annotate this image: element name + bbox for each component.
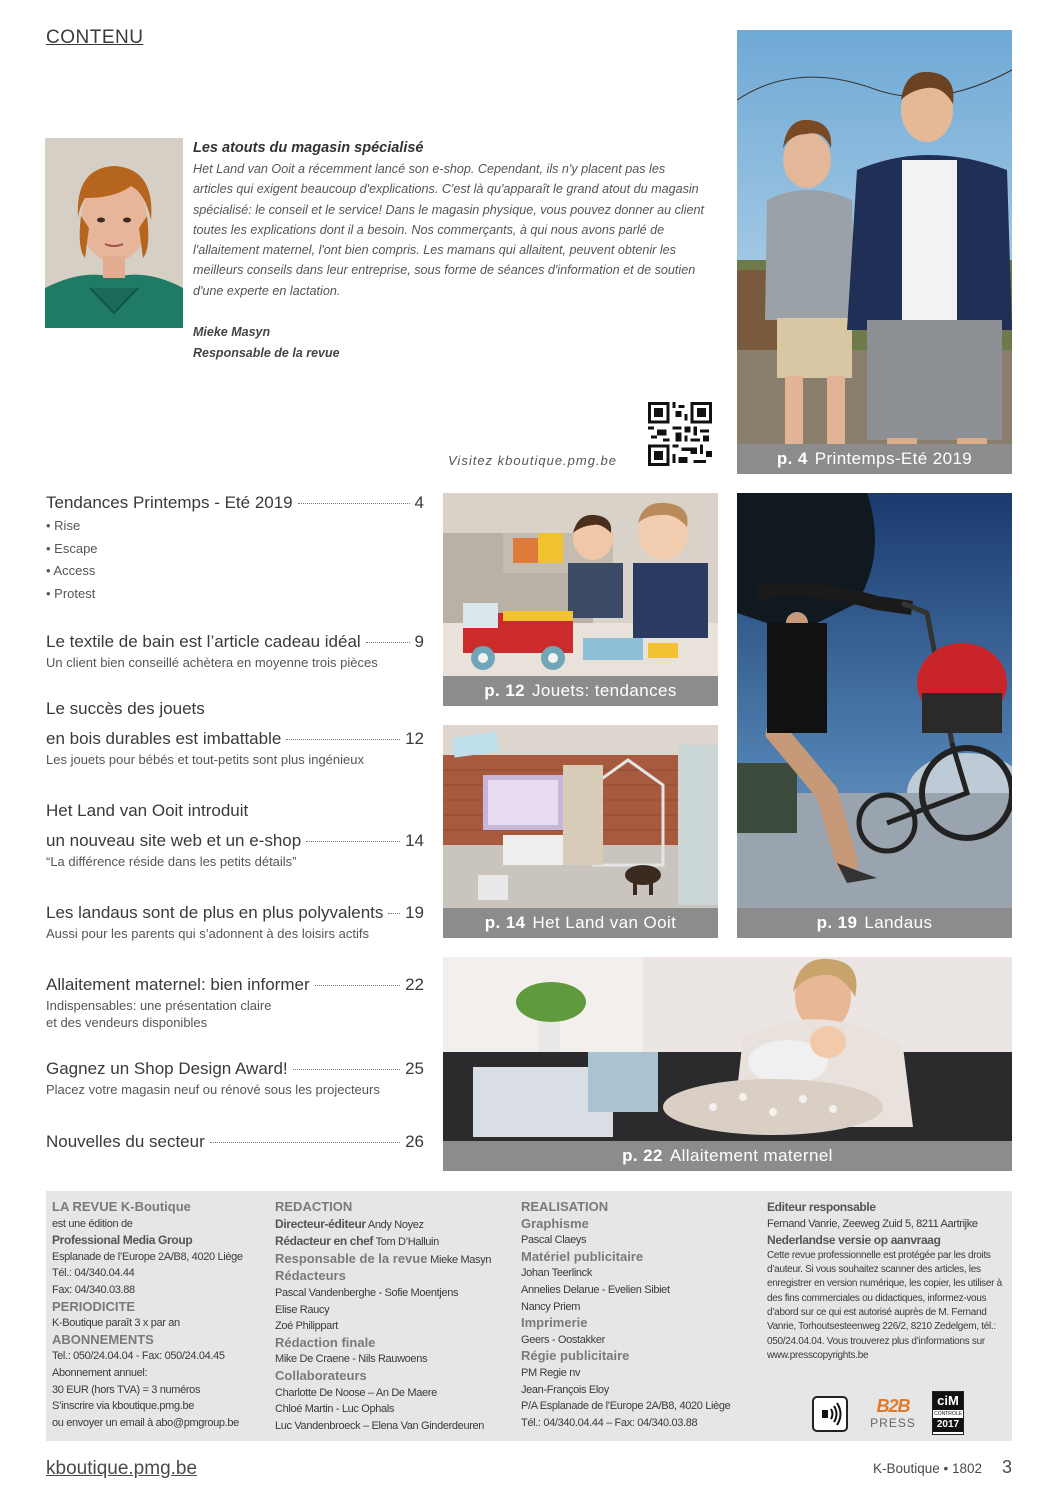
scan-icon [812, 1396, 848, 1432]
credits-line: S’inscrire via kboutique.pmg.be [52, 1400, 195, 1413]
toc-subtitle: Aussi pour les parents qui s’adonnent à des loisirs actifs [46, 926, 370, 941]
photo-land-van-ooit[interactable] [443, 725, 718, 938]
footer-issue: K-Boutique • 1802 [873, 1461, 983, 1476]
toc-entry-4[interactable] [46, 799, 424, 870]
credits-line: Esplanade de l’Europe 2A/B8, 4020 Liège [52, 1250, 243, 1263]
toc-subtitle: Placez votre magasin neuf ou rénové sous les projecteurs [46, 1082, 380, 1097]
toc-title: Les landaus sont de plus en plus polyvalents [46, 903, 384, 922]
credits-heading: REALISATION [521, 1199, 609, 1214]
photo-printemps-ete[interactable] [737, 30, 1012, 474]
credits-heading: LA REVUE K-Boutique [52, 1199, 191, 1214]
credits-line: 30 EUR (hors TVA) = 3 numéros [52, 1383, 201, 1396]
credits-line: P/A Esplanade de l’Europe 2A/B8, 4020 Liège [521, 1400, 731, 1413]
credits-heading: PERIODICITE [52, 1298, 136, 1314]
caption-page: p. 4 [776, 449, 808, 468]
credits-line: Pascal Vandenberghe - Sofie Moentjens [275, 1286, 459, 1299]
toc-page-number: 26 [405, 1132, 424, 1151]
credits-line: Elise Raucy [275, 1303, 330, 1316]
editorial-signature [193, 322, 340, 364]
toc-page-number: 22 [405, 975, 424, 994]
credits-line: K-Boutique paraît 3 x par an [52, 1317, 180, 1330]
photo-caption [443, 1141, 1012, 1171]
credits-key: Rédaction finale [275, 1334, 376, 1350]
logo-cim: ciM [933, 1392, 963, 1410]
footer-website-link[interactable]: kboutique.pmg.be [46, 1458, 198, 1479]
photo-landaus[interactable] [737, 493, 1012, 938]
credits-col-redaction [275, 1199, 510, 1434]
toc-entry-8[interactable] [46, 1130, 424, 1154]
credits-key: Imprimerie [521, 1315, 588, 1331]
credits-line: Professional Media Group [52, 1233, 193, 1248]
author-name: Mieke Masyn [193, 325, 271, 339]
logo-cim-year: 2017 [933, 1418, 963, 1432]
toc-bullet-list [46, 515, 424, 605]
toc-page-number: 14 [405, 831, 424, 850]
toc-page-number: 9 [414, 632, 424, 651]
credits-line: Tel.: 050/24.04.04 - Fax: 050/24.04.45 [52, 1350, 225, 1363]
toc-title: Nouvelles du secteur [46, 1132, 205, 1151]
credits-line: Zoé Philippart [275, 1320, 338, 1333]
credits-line: PM Regie nv [521, 1366, 581, 1379]
credits-line: Luc Vandenbroeck – Elena Van Ginderdeuren [275, 1419, 485, 1432]
credits-key: Directeur-éditeur [275, 1216, 366, 1231]
list-item: • Protest [46, 583, 424, 606]
toc-title: en bois durables est imbattable [46, 729, 282, 748]
toc-title: un nouveau site web et un e-shop [46, 831, 302, 850]
credits-key: Rédacteurs [275, 1268, 346, 1284]
credits-line: ou envoyer un email à abo@pmgroup.be [52, 1416, 239, 1429]
caption-label: Landaus [864, 913, 933, 932]
cim-logo [932, 1391, 964, 1435]
credits-line: Tél.: 04/340.04.44 – Fax: 04/340.03.88 [521, 1416, 698, 1429]
credits-value: Andy Noyez [367, 1218, 424, 1231]
credits-col-editeur [767, 1199, 1005, 1363]
toc-title: Gagnez un Shop Design Award! [46, 1059, 288, 1078]
caption-page: p. 14 [484, 913, 526, 932]
section-title: CONTENU [46, 27, 144, 48]
editorial-text [193, 140, 708, 301]
toc-entry-3[interactable] [46, 697, 424, 768]
credits-heading: REDACTION [275, 1199, 353, 1214]
photo-caption [443, 676, 718, 706]
caption-page: p. 12 [484, 681, 525, 700]
visit-website[interactable]: Visitez kboutique.pmg.be [448, 453, 618, 468]
caption-page: p. 19 [816, 913, 858, 932]
toc-title: Allaitement maternel: bien informer [46, 975, 310, 994]
photo-caption [737, 908, 1012, 938]
credits-line: Mike De Craene - Nils Rauwoens [275, 1353, 428, 1366]
credits-heading: Nederlandse versie op aanvraag [767, 1233, 941, 1248]
caption-label: Allaitement maternel [669, 1146, 833, 1165]
toc-entry-2[interactable] [46, 630, 424, 671]
toc-subtitle: “La différence réside dans les petits détails” [46, 854, 297, 869]
credits-key: Responsable de la revue [275, 1250, 428, 1266]
toc-subtitle: Indispensables: une présentation claire [46, 998, 272, 1013]
credits-line: Charlotte De Noose – An De Maere [275, 1386, 437, 1399]
toc-title: Tendances Printemps - Eté 2019 [46, 493, 293, 512]
editorial-heading: Les atouts du magasin spécialisé [193, 140, 424, 156]
author-role: Responsable de la revue [193, 346, 340, 360]
credits-box [46, 1191, 1012, 1441]
credits-line: Johan Teerlinck [521, 1267, 592, 1280]
photo-caption [443, 908, 718, 938]
qr-code[interactable] [648, 402, 712, 466]
toc-subtitle: Un client bien conseillé achètera en moyenne trois pièces [46, 655, 378, 670]
toc-title-line1: Le succès des jouets [46, 699, 205, 718]
credits-line: Nancy Priem [521, 1300, 581, 1313]
toc-page-number: 4 [414, 493, 424, 512]
caption-label: Printemps-Eté 2019 [814, 449, 973, 468]
credits-key: Matériel publicitaire [521, 1248, 644, 1264]
credits-key: Graphisme [521, 1215, 589, 1231]
credits-line: Chloé Martin - Luc Ophals [275, 1403, 395, 1416]
b2b-press-logo [868, 1396, 918, 1434]
caption-label: Jouets: tendances [531, 681, 677, 700]
caption-page: p. 22 [622, 1146, 663, 1165]
logo-press: PRESS [870, 1416, 916, 1430]
list-item: • Rise [46, 515, 424, 538]
credits-key: Collaborateurs [275, 1367, 367, 1383]
credits-line: Jean-François Eloy [521, 1383, 609, 1396]
toc-entry-7[interactable] [46, 1057, 424, 1098]
credits-line: est une édition de [52, 1217, 133, 1230]
credits-key: Régie publicitaire [521, 1348, 630, 1364]
credits-line: Annelies Delarue - Evelien Sibiet [521, 1283, 670, 1296]
photo-allaitement[interactable] [443, 957, 1012, 1171]
credits-col-revue [52, 1199, 267, 1431]
credits-line: Tél.: 04/340.04.44 [52, 1267, 135, 1280]
list-item: • Access [46, 560, 424, 583]
toc-entry-5[interactable] [46, 901, 424, 942]
toc-page-number: 25 [405, 1059, 424, 1078]
credits-heading: Editeur responsable [767, 1200, 876, 1214]
toc-subtitle-2: et des vendeurs disponibles [46, 1015, 208, 1030]
credits-value: Tom D’Halluin [375, 1236, 439, 1249]
toc-subtitle: Les jouets pour bébés et tout-petits sont plus ingénieux [46, 752, 364, 767]
caption-label: Het Land van Ooit [532, 913, 677, 932]
toc-page-number: 19 [405, 903, 424, 922]
toc-entry-1[interactable] [46, 491, 424, 605]
copyright-notice: Cette revue professionnelle est protégée par les droits d’auteur. Si vous souhaitez scanner des articles, les enregistrer en version numérique, les copier, les utiliser à des fins commerciales ou didactiques, informez-vous d’abord sur ce qui est autorisé auprès de M. Fernand Vanrie, Torhoutsesteenweg 226/2, 8210 Zedelgem, tél.: 050/24.04.04. Vous trouverez plus d’informations sur www.presscopyrights.be [767, 1249, 1002, 1361]
credits-heading: ABONNEMENTS [52, 1331, 154, 1347]
editor-portrait [45, 138, 183, 328]
logo-b2b: B2B [876, 1396, 910, 1416]
editorial-body: Het Land van Ooit a récemment lancé son e-shop. Cependant, ils n'y placent pas les articles qui exigent beaucoup d'explications. C'est là qu'apparaît le grand atout du magasin spécialisé: le conseil et le service! Dans le magasin physique, vous pouvez donner au client toutes les explications dont il a besoin. Nos commerçants, à qui nous avons parlé de l'allaitement maternel, l'ont bien compris. Les mamans qui allaitent, peuvent obtenir les meilleurs conseils dans leur entreprise, sous forme de séances d'information et de soutien d'une experte en lactation. [193, 162, 705, 298]
footer-page-number: 3 [1002, 1457, 1013, 1477]
credits-value: Mieke Masyn [430, 1253, 492, 1266]
credits-line: Fax: 04/340.03.88 [52, 1283, 135, 1296]
photo-caption [737, 444, 1012, 474]
logo-cim-controle: CONTROLE [934, 1411, 962, 1417]
credits-line: Pascal Claeys [521, 1234, 587, 1247]
credits-line: Geers - Oostakker [521, 1333, 605, 1346]
credits-key: Rédacteur en chef [275, 1234, 374, 1249]
toc-title: Le textile de bain est l’article cadeau idéal [46, 632, 361, 651]
toc-entry-6[interactable] [46, 973, 424, 1031]
toc-title-line1: Het Land van Ooit introduit [46, 801, 249, 820]
credits-line: Abonnement annuel: [52, 1366, 148, 1379]
list-item: • Escape [46, 538, 424, 561]
credits-line: Fernand Vanrie, Zeeweg Zuid 5, 8211 Aartrijke [767, 1217, 978, 1230]
photo-jouets[interactable] [443, 493, 718, 706]
toc-page-number: 12 [405, 729, 424, 748]
credits-col-realisation [521, 1199, 761, 1431]
